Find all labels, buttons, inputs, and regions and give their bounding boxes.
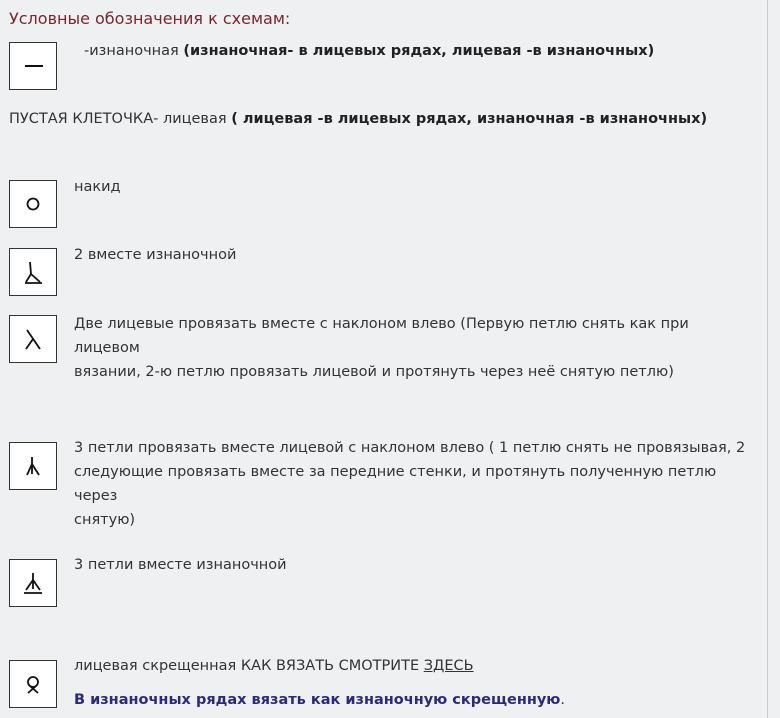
k3tog-left-line-3: снятую) — [74, 512, 136, 528]
twisted-stitch-icon — [9, 660, 57, 708]
purl-bold-text: (изнаночная- в лицевых рядах, лицевая -в изнаночных) — [183, 43, 655, 59]
circle-icon — [9, 180, 57, 228]
p3tog-text: 3 петли вместе изнаночной — [74, 557, 287, 573]
p3tog-icon — [9, 559, 57, 607]
twisted-knit-text: лицевая скрещенная КАК ВЯЗАТЬ СМОТРИТЕ — [74, 658, 424, 674]
purl-text: -изнаночная — [84, 43, 184, 59]
lambda-icon — [9, 315, 57, 363]
p2tog-text: 2 вместе изнаночной — [74, 247, 237, 263]
twisted-knit-note-line — [74, 688, 754, 712]
k2tog-left-line-1: Две лицевые провязать вместе с наклоном влево (Первую петлю снять как при лицевом — [74, 316, 689, 356]
knit-bold-text: ( лицевая -в лицевых рядах, изнаночная -в изнаночных) — [231, 111, 708, 127]
p2tog-icon — [9, 248, 57, 296]
k3tog-left-line-1: 3 петли провязать вместе лицевой с наклоном влево ( 1 петлю снять не провязывая, 2 — [74, 440, 746, 456]
knit-text: ПУСТАЯ КЛЕТОЧКА- лицевая — [9, 111, 232, 127]
legend-heading: Условные обозначения к схемам: — [9, 9, 291, 28]
purl-description — [84, 39, 764, 63]
dash-icon — [9, 42, 57, 90]
twisted-knit-line — [74, 654, 754, 678]
k2tog-left-description — [74, 312, 754, 384]
twisted-knit-note: В изнаночных рядах вязать как изнаночную скрещенную — [74, 692, 561, 708]
k3tog-left-description — [74, 436, 754, 532]
knit-description — [9, 107, 769, 131]
twisted-knit-description — [74, 654, 754, 678]
yarn-over-text: накид — [74, 179, 121, 195]
k2tog-left-line-2: вязании, 2-ю петлю провязать лицевой и протянуть через неё снятую петлю) — [74, 364, 674, 380]
here-link[interactable]: ЗДЕСЬ — [423, 658, 474, 674]
twisted-knit-note-end: . — [560, 692, 566, 708]
k3tog-left-line-2: следующие провязать вместе за передние стенки, и протянуть полученную петлю через — [74, 464, 717, 504]
k3tog-icon — [9, 442, 57, 490]
